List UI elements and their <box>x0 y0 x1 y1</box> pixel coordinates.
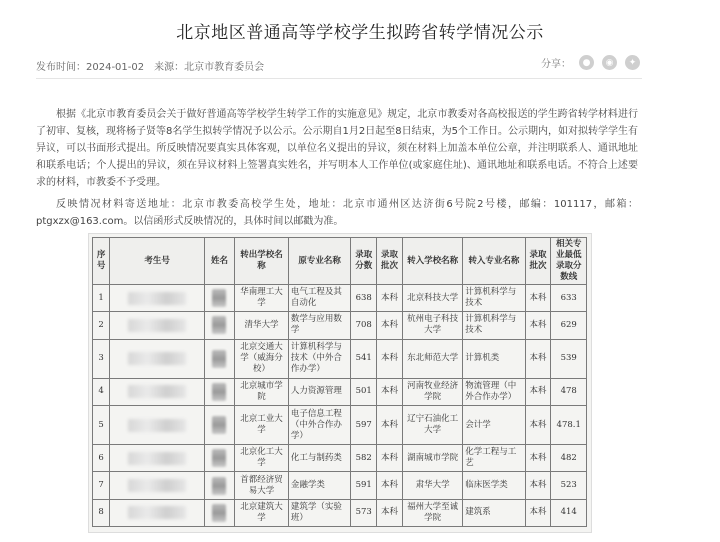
cell-min-score: 629 <box>551 312 587 339</box>
cell-to-batch: 本科 <box>525 378 551 405</box>
redacted-name <box>204 472 234 499</box>
cell-from-major: 数学与应用数学 <box>288 312 350 339</box>
cell-to-major: 化学工程与工艺 <box>463 445 525 472</box>
cell-to-major: 会计学 <box>463 405 525 444</box>
redacted-name <box>204 285 234 312</box>
cell-to-batch: 本科 <box>525 499 551 526</box>
cell-from-major: 建筑学（实验班） <box>288 499 350 526</box>
table-body <box>93 285 587 527</box>
redaction-blur <box>128 292 186 305</box>
redacted-name <box>204 499 234 526</box>
cell-to-school: 肃华大学 <box>402 472 462 499</box>
cell-from-school: 北京交通大学（威海分校） <box>235 339 289 378</box>
redaction-blur <box>212 289 226 307</box>
column-header: 录取批次 <box>377 238 403 285</box>
notice-paragraph: 根据《北京市教育委员会关于做好普通高等学校学生转学工作的实施意见》规定，北京市教委对各高校报送的学生跨省转学材料进行了初审、复核，现将杨子贤等8名学生拟转学情况予以公示。公示期自1月2日起至8日结束，为5个工作日。公示期内，如对拟转学学生有异议，可以书面形式提出。所反映情况要真实具体客观，以单位名义提出的异议，须在材料上加盖本单位公章，并注明联系人、通讯地址和联系电话；个人提出的异议，须在异议材料上签署真实姓名，并写明本人工作单位(或家庭住址)、通讯地址和联系电话。不符合上述要求的材料，市教委不予受理。 <box>36 109 638 188</box>
cell-no: 3 <box>93 339 110 378</box>
redacted-name <box>204 445 234 472</box>
cell-to-major: 临床医学类 <box>463 472 525 499</box>
column-header: 序号 <box>93 238 110 285</box>
redacted-exam-number <box>110 285 205 312</box>
redacted-exam-number <box>110 378 205 405</box>
cell-score: 638 <box>351 285 377 312</box>
redaction-blur <box>212 350 226 368</box>
column-header: 转入专业名称 <box>463 238 525 285</box>
cell-no: 5 <box>93 405 110 444</box>
cell-min-score: 478 <box>551 378 587 405</box>
cell-to-major: 物流管理（中外合作办学） <box>463 378 525 405</box>
table-row <box>93 312 587 339</box>
share-icon[interactable]: ✦ <box>625 55 640 70</box>
redaction-blur <box>212 449 226 467</box>
column-header: 转入学校名称 <box>402 238 462 285</box>
redacted-name <box>204 378 234 405</box>
cell-to-batch: 本科 <box>525 405 551 444</box>
redaction-blur <box>128 419 186 432</box>
column-header: 转出学校名称 <box>235 238 289 285</box>
cell-no: 7 <box>93 472 110 499</box>
redaction-blur <box>212 383 226 401</box>
cell-score: 591 <box>351 472 377 499</box>
cell-score: 708 <box>351 312 377 339</box>
cell-no: 6 <box>93 445 110 472</box>
page-title: 北京地区普通高等学校学生拟跨省转学情况公示 <box>176 23 544 43</box>
cell-score: 501 <box>351 378 377 405</box>
column-header: 原专业名称 <box>288 238 350 285</box>
cell-score: 597 <box>351 405 377 444</box>
table-row <box>93 405 587 444</box>
cell-score: 573 <box>351 499 377 526</box>
address-paragraph: 反映情况材料寄送地址：北京市教委高校学生处，地址：北京市通州区达济街6号院2号楼，邮编：101117，邮箱：ptgxzx@163.com。以信函形式反映情况的，具体时间以邮戳为准。 <box>36 199 638 227</box>
cell-batch: 本科 <box>377 405 403 444</box>
cell-no: 8 <box>93 499 110 526</box>
table-header-row <box>93 238 587 285</box>
redaction-blur <box>128 319 186 332</box>
cell-from-school: 北京工业大学 <box>235 405 289 444</box>
cell-min-score: 478.1 <box>551 405 587 444</box>
redaction-blur <box>212 416 226 434</box>
cell-batch: 本科 <box>377 378 403 405</box>
cell-to-major: 计算机科学与技术 <box>463 285 525 312</box>
table-row <box>93 472 587 499</box>
column-header: 姓名 <box>204 238 234 285</box>
cell-to-school: 湖南城市学院 <box>402 445 462 472</box>
redaction-blur <box>128 479 186 492</box>
cell-from-school: 北京建筑大学 <box>235 499 289 526</box>
cell-score: 541 <box>351 339 377 378</box>
cell-min-score: 539 <box>551 339 587 378</box>
redacted-exam-number <box>110 312 205 339</box>
redaction-blur <box>128 385 186 398</box>
cell-batch: 本科 <box>377 339 403 378</box>
cell-min-score: 633 <box>551 285 587 312</box>
column-header: 录取分数 <box>351 238 377 285</box>
redacted-name <box>204 405 234 444</box>
redaction-blur <box>128 452 186 465</box>
redacted-name <box>204 312 234 339</box>
transfer-table <box>92 237 587 527</box>
redacted-exam-number <box>110 499 205 526</box>
cell-to-batch: 本科 <box>525 312 551 339</box>
cell-from-major: 化工与制药类 <box>288 445 350 472</box>
cell-score: 582 <box>351 445 377 472</box>
cell-from-major: 金融学类 <box>288 472 350 499</box>
share-bar <box>541 55 640 70</box>
table-row <box>93 499 587 526</box>
redacted-name <box>204 339 234 378</box>
redacted-exam-number <box>110 445 205 472</box>
cell-to-major: 建筑系 <box>463 499 525 526</box>
table-row <box>93 378 587 405</box>
cell-from-school: 北京化工大学 <box>235 445 289 472</box>
redaction-blur <box>212 316 226 334</box>
share-label: 分享： <box>541 59 571 70</box>
column-header: 考生号 <box>110 238 205 285</box>
cell-to-school: 东北师范大学 <box>402 339 462 378</box>
column-header: 相关专业最低录取分数线 <box>551 238 587 285</box>
cell-batch: 本科 <box>377 472 403 499</box>
cell-no: 2 <box>93 312 110 339</box>
cell-min-score: 414 <box>551 499 587 526</box>
cell-batch: 本科 <box>377 285 403 312</box>
redacted-exam-number <box>110 472 205 499</box>
cell-to-school: 福州大学至诚学院 <box>402 499 462 526</box>
article-meta <box>36 58 264 73</box>
cell-to-school: 辽宁石油化工大学 <box>402 405 462 444</box>
redaction-blur <box>212 504 226 522</box>
cell-to-batch: 本科 <box>525 339 551 378</box>
cell-from-major: 电气工程及其自动化 <box>288 285 350 312</box>
cell-min-score: 523 <box>551 472 587 499</box>
cell-min-score: 482 <box>551 445 587 472</box>
cell-to-batch: 本科 <box>525 472 551 499</box>
cell-to-major: 计算机类 <box>463 339 525 378</box>
cell-from-school: 清华大学 <box>235 312 289 339</box>
cell-from-major: 电子信息工程（中外合作办学） <box>288 405 350 444</box>
cell-to-batch: 本科 <box>525 445 551 472</box>
cell-no: 1 <box>93 285 110 312</box>
cell-to-school: 杭州电子科技大学 <box>402 312 462 339</box>
table-row <box>93 339 587 378</box>
cell-batch: 本科 <box>377 445 403 472</box>
cell-batch: 本科 <box>377 499 403 526</box>
cell-to-school: 河南牧业经济学院 <box>402 378 462 405</box>
weibo-icon[interactable]: ◉ <box>602 55 617 70</box>
cell-from-school: 北京城市学院 <box>235 378 289 405</box>
cell-from-major: 计算机科学与技术（中外合作办学） <box>288 339 350 378</box>
cell-to-major: 计算机科学与技术 <box>463 312 525 339</box>
table-row <box>93 445 587 472</box>
divider <box>36 78 642 79</box>
source-label: 来源：北京市教育委员会 <box>154 62 265 73</box>
cell-batch: 本科 <box>377 312 403 339</box>
cell-to-school: 北京科技大学 <box>402 285 462 312</box>
redaction-blur <box>212 477 226 495</box>
table-row <box>93 285 587 312</box>
column-header: 录取批次 <box>525 238 551 285</box>
cell-no: 4 <box>93 378 110 405</box>
cell-from-school: 华南理工大学 <box>235 285 289 312</box>
cell-to-batch: 本科 <box>525 285 551 312</box>
redaction-blur <box>128 506 186 519</box>
cell-from-school: 首都经济贸易大学 <box>235 472 289 499</box>
cell-from-major: 人力资源管理 <box>288 378 350 405</box>
wechat-icon[interactable]: ● <box>579 55 594 70</box>
redacted-exam-number <box>110 405 205 444</box>
redacted-exam-number <box>110 339 205 378</box>
publish-date: 发布时间：2024-01-02 <box>36 62 145 73</box>
redaction-blur <box>128 352 186 365</box>
